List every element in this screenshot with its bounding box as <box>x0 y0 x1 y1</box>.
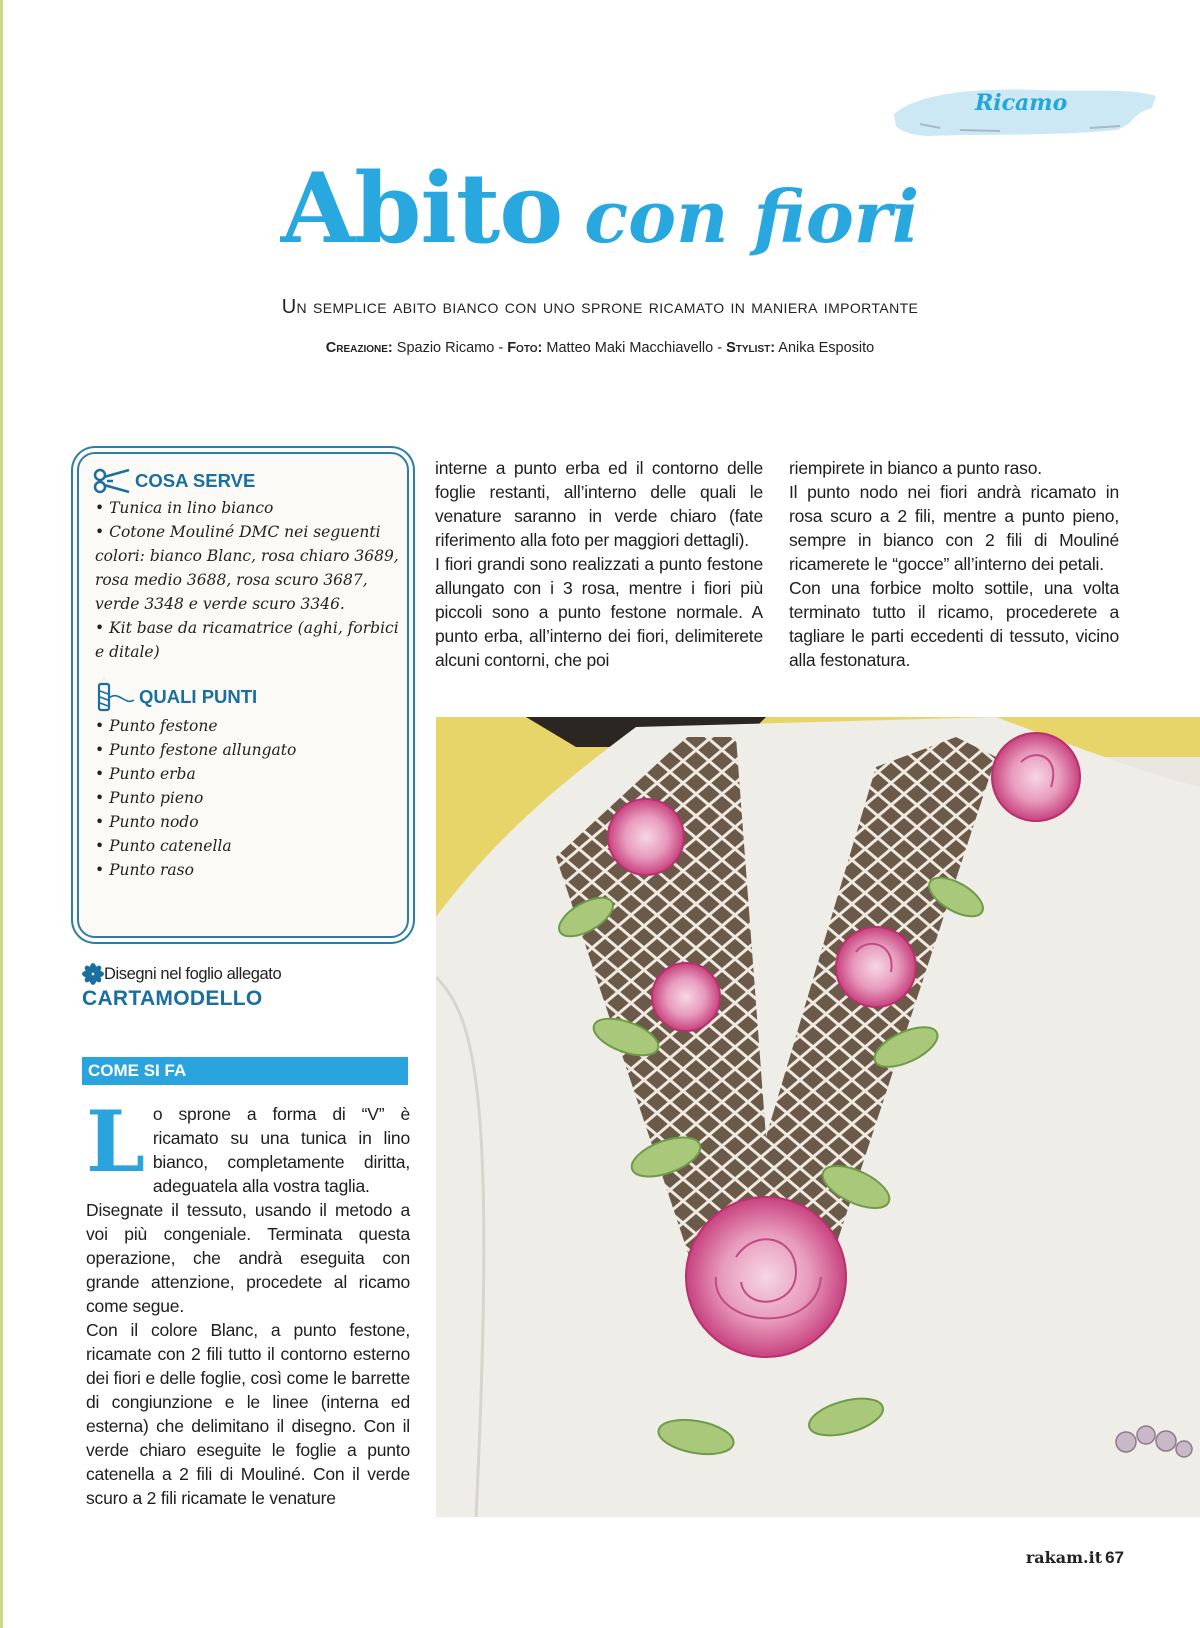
cosa-serve-heading <box>93 468 407 494</box>
quali-punti-list <box>95 714 407 882</box>
credits-line: Creazione: Spazio Ricamo - Foto: Matteo Maki Macchiavello - Stylist: Anika Esposito <box>325 340 875 356</box>
list-item: • Kit base da ricamatrice (aghi, forbici e ditale) <box>95 616 407 664</box>
list-item: • Punto catenella <box>95 834 407 858</box>
list-item: • Punto nodo <box>95 810 407 834</box>
body-column-3 <box>789 456 1119 672</box>
paragraph: Disegnate il tessuto, usando il metodo a voi più congeniale. Terminata questa operazione, che andrà eseguita con grande attenzione, procedete al ricamo come segue. <box>86 1200 410 1316</box>
article-subtitle: Un semplice abito bianco con uno sprone ricamato in maniera importante <box>281 296 919 318</box>
come-si-fa-heading: COME SI FA <box>82 1057 408 1085</box>
foto-label: Foto: <box>507 340 543 356</box>
list-item: • Punto pieno <box>95 786 407 810</box>
paragraph: Il punto nodo nei fiori andrà ricamato in rosa scuro a 2 fili, mentre a punto pieno, sempre in bianco con 2 fili di Mouliné ricamerete le “gocce” all’interno dei petali. <box>789 482 1119 574</box>
paragraph: Con una forbice molto sottile, una volta terminato tutto il ricamo, procederete a tagliare le parti eccedenti di tessuto, vicino alla festonatura. <box>789 578 1119 670</box>
creazione-value: Spazio Ricamo <box>396 340 495 356</box>
flower-asterisk-icon <box>82 963 104 985</box>
list-item: • Punto festone allungato <box>95 738 407 762</box>
materials-box <box>77 452 409 938</box>
quali-punti-title: QUALI PUNTI <box>139 686 258 707</box>
body-column-2 <box>435 456 763 672</box>
page-number: 67 <box>1105 1548 1124 1567</box>
cartamodello-label: CARTAMODELLO <box>82 987 263 1010</box>
paragraph-text: o sprone a forma di “V” è ricamato su una tunica in lino bianco, completamente diritta, adeguatela alla vostra taglia. <box>152 1104 410 1196</box>
title-main: Abito <box>280 152 563 265</box>
list-item: • Tunica in lino bianco <box>95 496 407 520</box>
embroidered-dress-photo <box>436 717 1200 1517</box>
dress-illustration <box>436 717 1200 1517</box>
foto-value: Matteo Maki Macchiavello <box>546 340 714 356</box>
scissors-icon <box>93 468 131 494</box>
section-tag <box>890 84 1160 140</box>
article-title <box>0 152 1200 265</box>
cosa-serve-title: COSA SERVE <box>135 470 256 491</box>
stylist-value: Anika Esposito <box>778 340 875 356</box>
cartamodello-note <box>82 963 281 1011</box>
paragraph: interne a punto erba ed il contorno delle foglie restanti, all’interno delle quali le venature saranno in verde chiaro (fate riferimento alla foto per maggiori dettagli). <box>435 458 763 550</box>
body-column-1 <box>86 1092 410 1510</box>
thread-spool-icon <box>93 682 135 712</box>
paragraph: I fiori grandi sono realizzati a punto festone allungato con i 3 rosa, mentre i fiori più piccoli sono a punto festone normale. A punto erba, all’interno dei fiori, delimiterete alcuni contorni, che poi <box>435 554 763 670</box>
paragraph: riempirete in bianco a punto raso. <box>789 458 1042 478</box>
creazione-label: Creazione: <box>325 340 393 356</box>
section-tag-label: Ricamo <box>975 90 1068 116</box>
footer-site: rakam.it <box>1025 1548 1103 1567</box>
stylist-label: Stylist: <box>726 340 776 356</box>
list-item: • Punto raso <box>95 858 407 882</box>
cartamodello-text: Disegni nel foglio allegato <box>104 964 282 983</box>
list-item: • Punto festone <box>95 714 407 738</box>
paragraph: Con il colore Blanc, a punto festone, ricamate con 2 fili tutto il contorno esterno dei fiori e delle foglie, così come le barrette di congiunzione e le linee (interna ed esterna) che delimitano il disegno. Con il verde chiaro eseguite le foglie a punto catenella a 2 fili di Mouliné. Con il verde scuro a 2 fili ricamate le venature <box>86 1320 410 1508</box>
cosa-serve-list <box>95 496 407 664</box>
drop-cap: L <box>86 1092 145 1191</box>
list-item: • Cotone Mouliné DMC nei seguenti colori: bianco Blanc, rosa chiaro 3689, rosa medio 3688, rosa scuro 3687, verde 3348 e verde scuro 3346. <box>95 520 407 616</box>
quali-punti-heading <box>93 682 407 712</box>
title-script: con fiori <box>584 174 920 259</box>
page-footer <box>1026 1548 1124 1568</box>
paragraph <box>86 1092 410 1198</box>
list-item: • Punto erba <box>95 762 407 786</box>
